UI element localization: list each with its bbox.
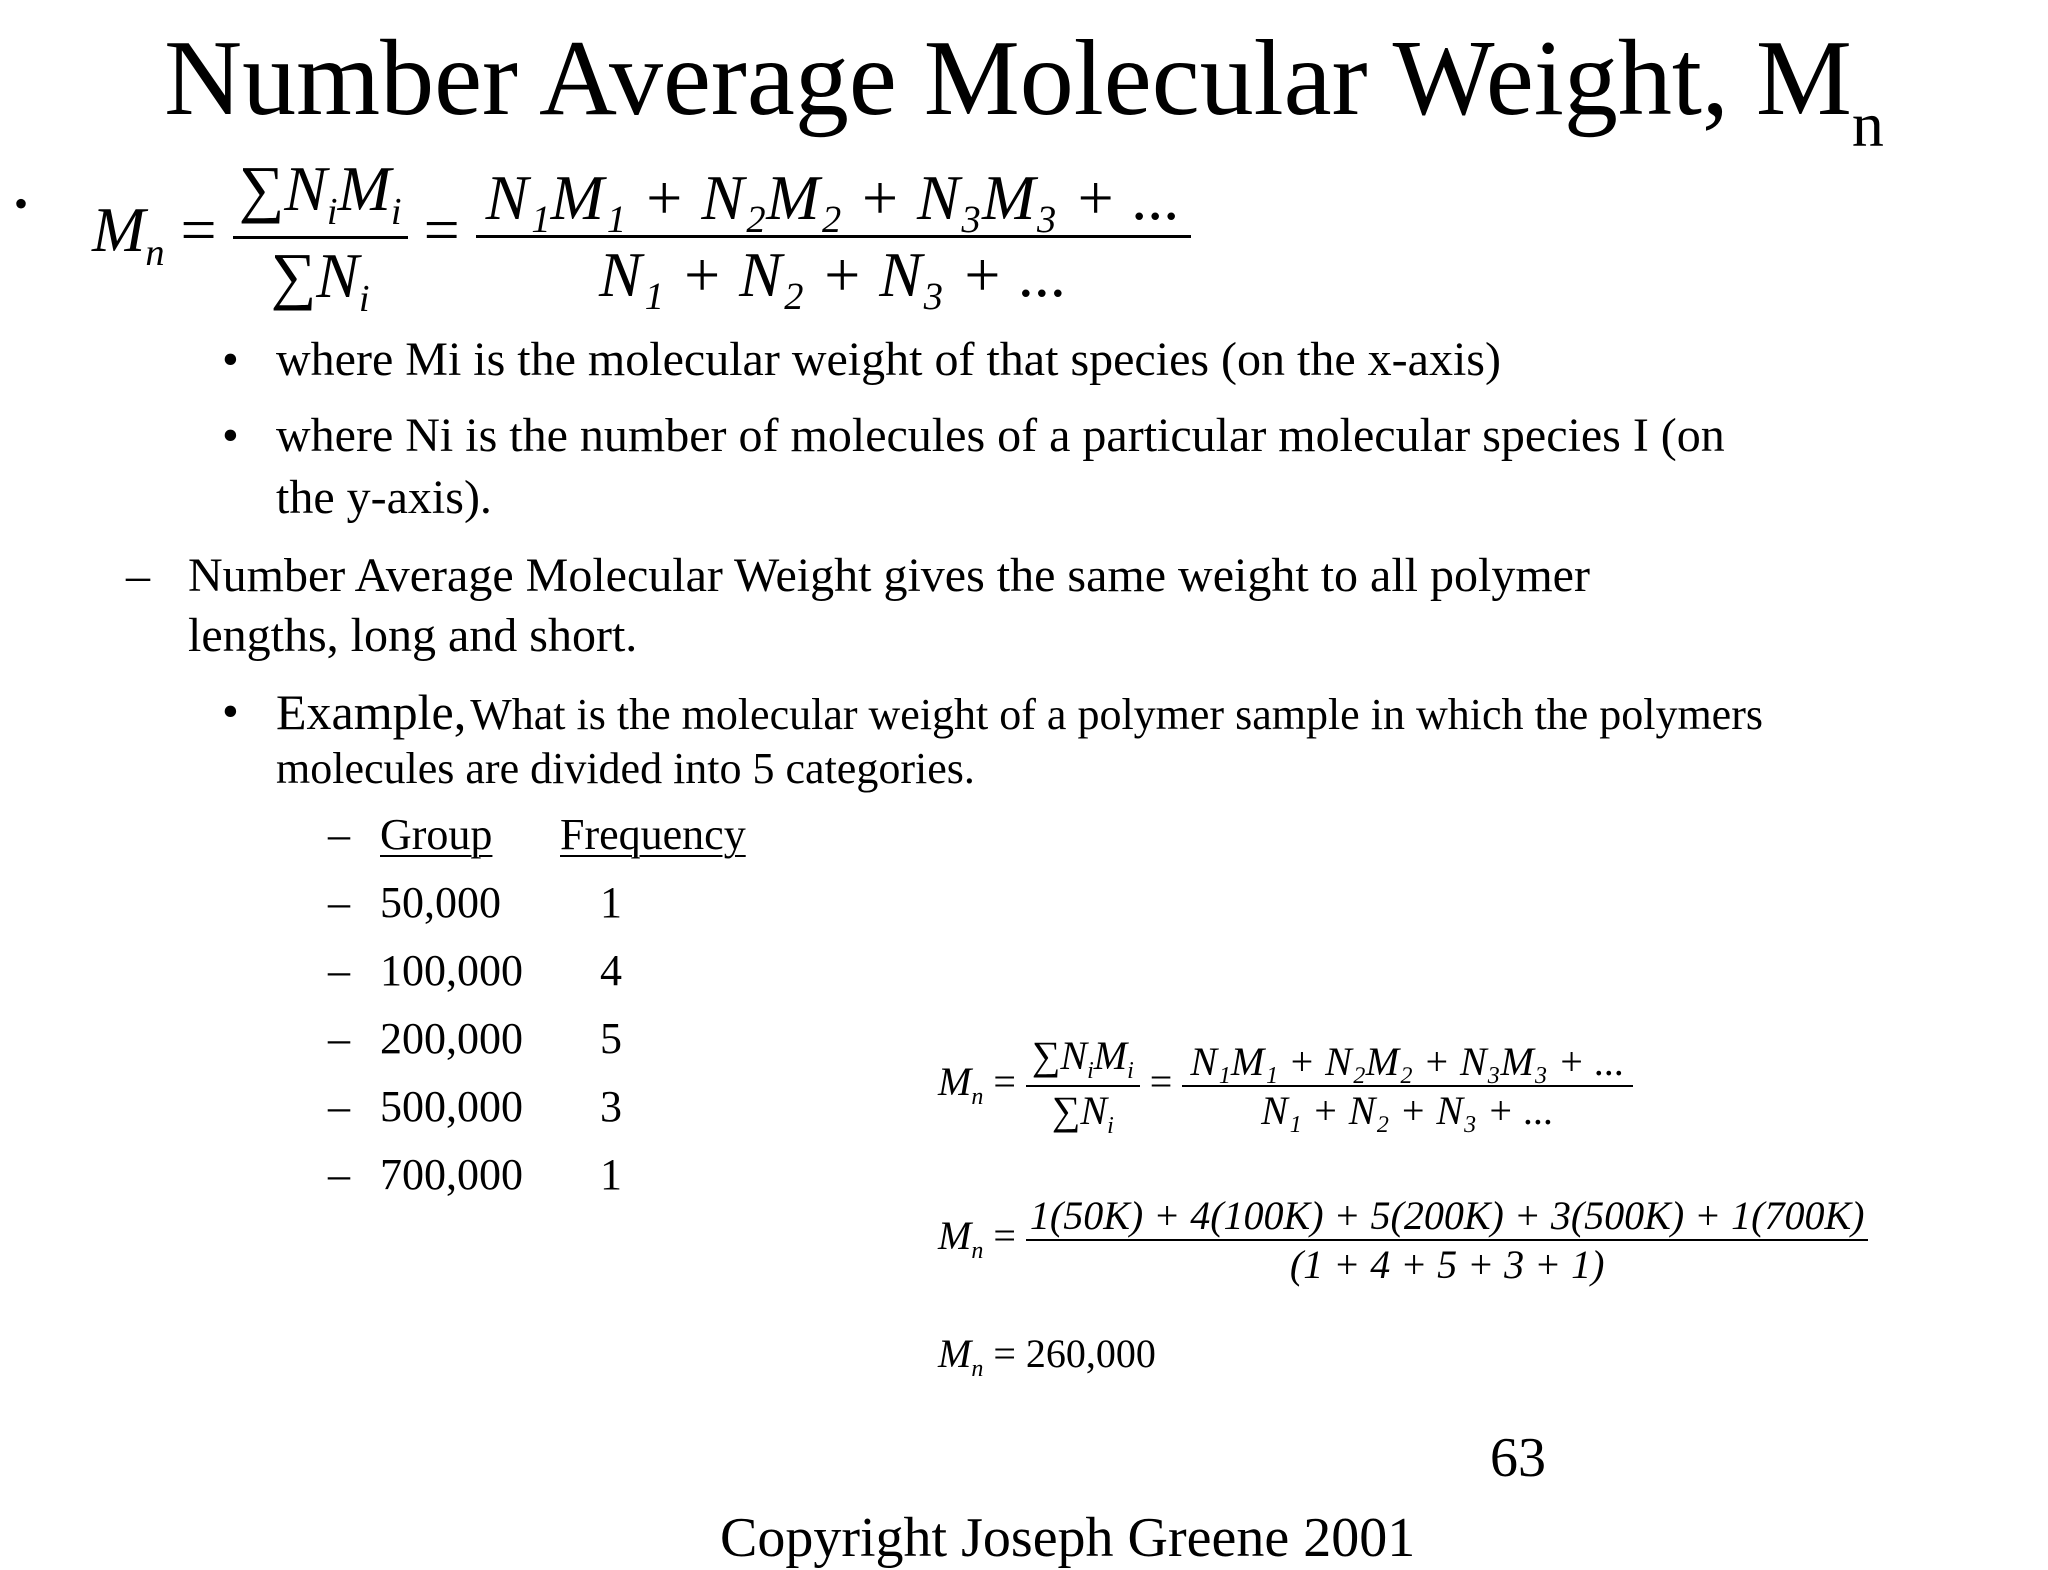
header-frequency: Frequency — [560, 810, 746, 859]
dash-point-line-2: lengths, long and short. — [188, 609, 638, 662]
calc-numerator: 1(50K) + 4(100K) + 5(200K) + 3(500K) + 1(700K) — [1026, 1192, 1869, 1241]
dash-symbol: – — [126, 549, 150, 602]
page-number: 63 — [1490, 1427, 1546, 1489]
table-header: – Group Frequency — [328, 808, 746, 862]
calc-step-2: $M_n$ = $\frac{1(50K) + 4(100K) + 5(200K) + 3(500K) + 1(700K)}{(1 + 4 + 5 + 3 + 1)}$ — [938, 1192, 1868, 1288]
table-row: – 200,000 5 — [328, 1014, 622, 1063]
example-line-2: molecules are divided into 5 categories. — [276, 744, 975, 793]
dash-point-line-1: Number Average Molecular Weight gives the same weight to all polymer — [188, 549, 1590, 602]
sum-denominator: $\sum N_i$ — [270, 239, 370, 320]
table-row: – 500,000 3 — [328, 1082, 622, 1131]
example-lead: Example, — [276, 684, 467, 740]
formula-lhs: $M_n$ — [92, 193, 165, 274]
calc-denominator: (1 + 4 + 5 + 3 + 1) — [1289, 1242, 1605, 1287]
calc-step-1: $M_n$ = $\frac{\sum N_iM_i}{\sum N_i}$ = $\frac{\text{N₁M₁ + N₂M₂ + N₃M₃ + ...}}{\text{N₁ + N₂ + N₃ + ...}}$ — [938, 1032, 1633, 1140]
formula-fraction-sum — [233, 152, 408, 321]
sum-numerator: $\sum N_iM_i$ — [233, 152, 408, 239]
copyright-footer: Copyright Joseph Greene 2001 — [720, 1507, 1416, 1569]
sub-bullet-1: where Mi is the molecular weight of that species (on the x-axis) — [276, 333, 1501, 386]
calc-result: $M_n = 260,000$ — [938, 1331, 1156, 1382]
sub-bullet-dot-1: • — [222, 333, 239, 386]
example-bullet-dot: • — [222, 685, 239, 738]
table-row: – 50,000 1 — [328, 878, 622, 927]
formula-fraction-expanded — [476, 161, 1191, 312]
main-bullet: • — [14, 181, 29, 226]
main-formula: $M_n$ = $\frac{\sum N_iM_i}{\sum N_i}$ = $\frac{\text{N₁M₁ + N₂M₂ + N₃M₃ + ...}}{\text{N₁ + N₂ + N₃ + ...}}$ — [92, 152, 1191, 321]
table-row: – 100,000 4 — [328, 946, 622, 995]
sub-bullet-2-cont: the y-axis). — [276, 471, 492, 524]
expanded-numerator: N₁M₁ + N₂M₂ + N₃M₃ + ... — [476, 161, 1191, 238]
slide-title: Number Average Molecular Weight, $M_n$ — [164, 19, 1884, 160]
header-group: Group — [380, 810, 493, 859]
table-row: – 700,000 1 — [328, 1150, 622, 1199]
sub-bullet-dot-2: • — [222, 409, 239, 462]
example-question: What is the molecular weight of a polymer sample in which the polymers — [470, 690, 1763, 739]
sub-bullet-2: where Ni is the number of molecules of a particular molecular species I (on — [276, 409, 1725, 462]
expanded-denominator: N₁ + N₂ + N₃ + ... — [599, 238, 1068, 310]
title-subscript: n — [1851, 89, 1884, 160]
